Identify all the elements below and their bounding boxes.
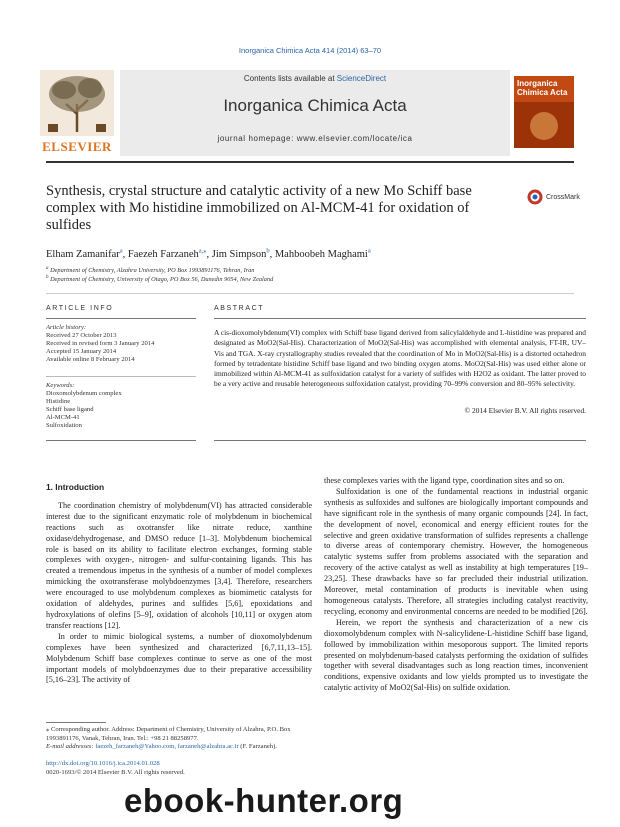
history-item: Received in revised form 3 January 2014 <box>46 340 155 348</box>
elsevier-logo <box>40 70 114 154</box>
issn-line: 0020-1693/© 2014 Elsevier B.V. All rights reserved. <box>46 768 185 776</box>
section-heading: 1. Introduction <box>46 482 105 492</box>
article-history <box>46 324 196 364</box>
email-line: E-mail addresses: faezeh_farzaneh@Yahoo.com, farzaneh@alzahra.ac.ir (F. Farzaneh). <box>46 743 277 751</box>
keyword: Sulfoxidation <box>46 422 82 430</box>
contents-line <box>120 74 510 83</box>
abstract-rule <box>214 318 586 319</box>
history-item: Received 27 October 2013 <box>46 332 117 340</box>
journal-name: Inorganica Chimica Acta <box>223 96 407 115</box>
keywords-label: Keywords: <box>46 382 75 389</box>
article-title: Synthesis, crystal structure and catalytic activity of a new Mo Schiff base complex with Mo histidine immobilized on Al-MCM-41 for oxidation of sulfides <box>46 183 472 233</box>
author[interactable]: Mahboobeh Maghami$^a$ <box>274 247 371 260</box>
author[interactable]: Elham Zamanifar$^a$, <box>46 247 128 260</box>
crossmark-label: CrossMark <box>546 193 580 201</box>
author-list <box>46 246 371 260</box>
keyword: Histidine <box>46 398 71 406</box>
journal-homepage <box>120 134 510 143</box>
email-links[interactable]: faezeh_farzaneh@Yahoo.com, farzaneh@alzahra.ac.ir <box>95 743 239 751</box>
article-info-heading: ARTICLE INFO <box>46 305 114 312</box>
history-item: Available online 8 February 2014 <box>46 356 135 364</box>
affiliation-rule <box>46 293 574 294</box>
abstract-end-rule <box>214 440 586 441</box>
corresponding-author-note: ⁎ Corresponding author. Address: Department of Chemistry, University of Alzahra, P.O. Box 1993891176, Vanak, Tehran, Iran. Tel.: +98 21 88258977. <box>46 726 291 742</box>
footnote <box>46 726 312 752</box>
abstract-copyright: © 2014 Elsevier B.V. All rights reserved. <box>464 406 586 415</box>
article-info-rule <box>46 318 196 319</box>
header-rule <box>46 161 574 163</box>
journal-reference[interactable]: Inorganica Chimica Acta 414 (2014) 63–70 <box>238 46 382 55</box>
keywords-end-rule <box>46 440 196 441</box>
body-right-column <box>324 476 588 694</box>
keywords <box>46 382 196 431</box>
affiliation: $^b$ Department of Chemistry, University of Otago, PO Box 56, Dunedin 9054, New Zealand <box>46 275 274 284</box>
elsevier-tree-icon <box>40 70 114 136</box>
history-label: Article history: <box>46 324 87 331</box>
elsevier-wordmark: ELSEVIER <box>42 139 112 154</box>
paragraph: these complexes varies with the ligand type, coordination sites and so on. <box>324 476 565 485</box>
sciencedirect-link[interactable]: ScienceDirect <box>336 74 387 83</box>
history-rule <box>46 376 196 377</box>
author[interactable]: Jim Simpson$^b$, <box>211 247 275 260</box>
doi-link[interactable]: http://dx.doi.org/10.1016/j.ica.2014.01.028 <box>46 760 160 767</box>
paragraph: The coordination chemistry of molybdenum(VI) has attracted considerable interest due to the significant enzymatic role of molybdenum in biochemical reactions such as oxotransfer like nitrate reduce, xanthine oxidase/dehydrogenase, and DMSO reduce [1–3]. Molybdenum biochemical role is based on its ability to facilitate electron exchanges, forming stable complexes with oxygen-, nitrogen- and sulfur-containing ligands. This has created a tremendous impetus in the synthesis of a number of model complexes mimicking the oxotransferase molybdoenzymes [3,4]. Therefore, researchers were encouraged to use molybdenum complexes as biomimetic catalysts for oxidation of aldehydes, purines and sulfides [5,6], epoxidations and hydroxylations of olefins [5–9], oxidation of alcohols [10,11] or oxygen atom transfer reactions [12]. <box>46 500 312 630</box>
homepage-prefix: journal homepage: <box>217 134 297 143</box>
abstract-heading: ABSTRACT <box>214 305 265 312</box>
keyword: Dioxomolybdenum complex <box>46 390 122 398</box>
keyword: Schiff base ligand <box>46 406 94 414</box>
history-item: Accepted 15 January 2014 <box>46 348 117 356</box>
cover-title: Inorganica Chimica Acta <box>517 79 568 97</box>
paragraph: Herein, we report the synthesis and characterization of a new cis dioxomolybdenum complex with N-salicylidene-L-histidine Schiff base ligand, followed by immobilization within mesoporous support. The limited reports presented on molybdenum-based catalysts performing the oxidation of sulfides together with several disadvantages such as long reaction times, inconvenient conditions, expensive oxidants and low yields prompted us to investigate the catalytic activity of MoO2(Sal-His) on sulfide oxidation. <box>324 617 588 693</box>
affiliation: $^a$ Department of Chemistry, Alzahra University, PO Box 1993891176, Tehran, Iran <box>46 266 255 275</box>
crossmark-icon <box>527 189 543 205</box>
journal-cover <box>514 76 574 148</box>
paragraph: In order to mimic biological systems, a number of dioxomolybdenum complexes have been synthesized and characterized [6,7,11,13–15]. Molybdenum Schiff base complexes continue to serve as one of the most important models of molybdoenzymes due to their preparative accessibility [5,16–23]. The activity of <box>46 631 312 685</box>
watermark-text: ebook-hunter.org <box>124 782 404 819</box>
body-left-column <box>46 482 312 686</box>
contents-prefix: Contents lists available at <box>243 74 337 83</box>
crossmark-badge[interactable] <box>527 187 587 207</box>
abstract-text: A cis-dioxomolybdenum(VI) complex with Schiff base ligand derived from salicylaldehyde and L-histidine was prepared and designated as MoO2(Sal-His). Characterization of MoO2(Sal-His) was accomplished with elemental analysis, FT-IR, UV–Vis and TGA. X-ray crystallography studies revealed that the coordination of Mo in MoO2(Sal-His) is a distorted octahedron formed by tetradentate histidine Schiff base ligand and two binding oxygen atoms. MoO2(Sal-His) was used either alone or immobilized within Al-MCM-41 as sulfoxidation catalyst for a variety of sulfides with H2O2 as oxidant. The latter proved to be a very active and reusable heterogeneous sulfoxidation catalyst, providing 70–99% conversion and 80–95% selectivity. <box>214 328 586 389</box>
keyword: Al-MCM-41 <box>46 414 80 422</box>
author[interactable]: Faezeh Farzaneh$^{a,⁎}$, <box>127 247 212 260</box>
footnote-rule <box>46 722 106 723</box>
doi-block <box>46 760 185 777</box>
homepage-url[interactable]: www.elsevier.com/locate/ica <box>296 134 413 143</box>
paragraph: Sulfoxidation is one of the fundamental reactions in industrial organic synthesis as sulfoxides and sulfones are biologically important compounds and have significant role in the synthesis of many organic compounds [24]. In fact, the development of novel, economical and energy efficient routes for the selective and green oxidative transformation of sulfides represents a challenge to diverse areas of contemporary chemistry. However, the homogeneous catalytic systems suffer from problems associated with the separation and recovery of the active catalyst as well as instability at high temperatures [19–23,25]. These drawbacks have so far precluded their industrial utilization. Moreover, metal contamination of products is inevitable when using homogeneous catalysts. Therefore, all strategies including catalyst reactivity, recycling, economy and environmental concerns are needed to be modified [26]. <box>324 486 588 616</box>
